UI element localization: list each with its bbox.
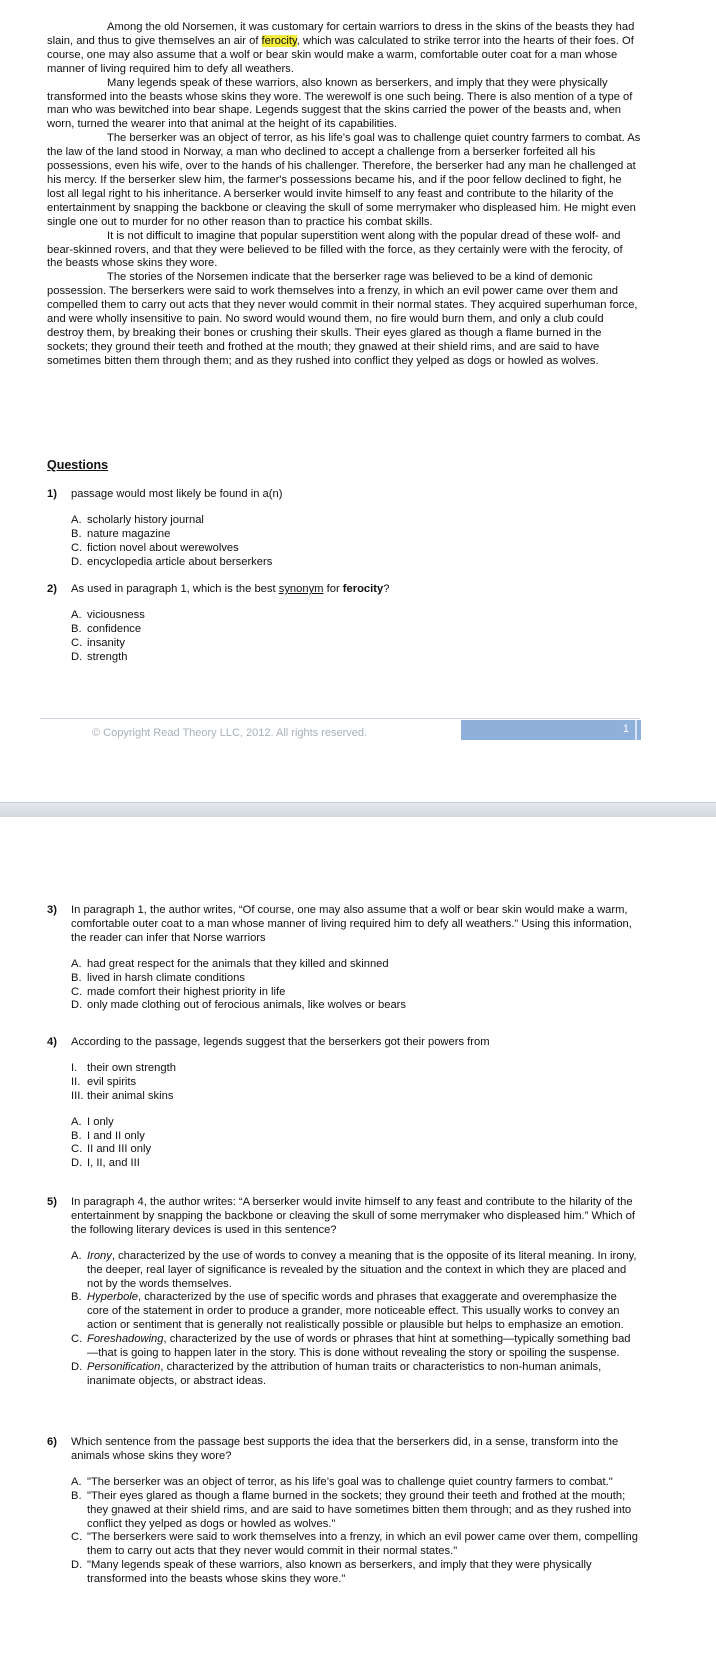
option-letter: C. [71,1531,83,1544]
underlined-term: synonym [278,583,324,595]
option-text [87,1361,641,1389]
option-text: nature magazine [87,527,171,540]
option-text: had great respect for the animals that they killed and skinned [87,957,389,970]
option-letter: C. [71,541,83,554]
footer-divider [40,718,640,719]
answer-options [71,609,641,665]
question-number: 6) [47,1436,57,1448]
answer-option[interactable] [71,1130,641,1144]
paragraph-2-text: Many legends speak of these warriors, also known as berserkers, and imply that they were physically transformed into the beasts whose skins they wore. The werewolf is one such being. There is also mention of a type of man who was bewitched into bear shape. Legends suggest that the skins carried the power of the beasts and, when worn, turned the wearer into that animal at the height of its capabilities. [47,76,633,131]
option-letter: A. [71,608,82,621]
answer-option[interactable] [71,1250,641,1292]
passage-paragraph-2 [47,77,641,133]
answer-option[interactable] [71,1333,641,1361]
option-text: "Their eyes glared as though a flame burned in the sockets; they ground their teeth and frothed at the mouth; they gnawed at their shield rims, and are said to have sometimes bitten them through; and as they rushed into conflict they yelped as dogs or howled as wolves." [87,1489,632,1530]
answer-options [71,1116,641,1172]
copyright-notice: © Copyright Read Theory LLC, 2012. All rights reserved. [92,727,368,739]
option-letter: B. [71,1129,82,1142]
option-letter: B. [71,1489,82,1502]
roman-numeral-list [71,1062,641,1104]
literary-term: Irony [87,1249,112,1262]
passage-paragraph-4 [47,230,641,272]
question-text-part: ? [383,583,390,595]
answer-option[interactable] [71,514,641,528]
answer-option[interactable] [71,651,641,665]
literary-term: Hyperbole [87,1291,138,1304]
question-6 [47,1436,641,1587]
option-text [87,1291,641,1333]
answer-option[interactable] [71,1531,641,1559]
option-text: made comfort their highest priority in life [87,985,286,998]
question-text: Which sentence from the passage best supports the idea that the berserkers did, in a sense, transform into the animals whose skins they wore? [71,1436,619,1462]
option-text: fiction novel about werewolves [87,541,239,554]
option-letter: A. [71,1115,82,1128]
paragraph-4-text: It is not difficult to imagine that popular superstition went along with the popular dread of these wolf- and bear-skinned rovers, and that they were believed to be filled with the force, as they certainly were with the ferocity, of the beasts whose skins they wore. [47,229,623,270]
page-2 [0,816,716,1668]
answer-option[interactable] [71,637,641,651]
question-3 [47,904,641,1013]
answer-options [71,514,641,570]
answer-option[interactable] [71,1490,641,1532]
option-letter: A. [71,957,82,970]
option-text: "Many legends speak of these warriors, also known as berserkers, and imply that they were physically transformed into the beasts whose skins they wore." [87,1559,592,1586]
question-text-part: for [323,583,343,595]
question-number: 5) [47,1196,57,1208]
roman-item-text: their own strength [87,1061,176,1074]
option-letter: B. [71,971,82,984]
questions-heading: Questions [47,458,109,472]
option-text: strength [87,650,128,663]
option-definition: , characterized by the attribution of human traits or characteristics to non-human animals, inanimate objects, or abstract ideas. [87,1360,602,1387]
option-definition: , characterized by the use of words to convey a meaning that is the opposite of its literal meaning. In irony, the deeper, real layer of significance is revealed by the situation and the context in which they are placed and not by the words themselves. [87,1249,637,1290]
paragraph-5-text: The stories of the Norsemen indicate that the berserker rage was believed to be a kind of demonic possession. The berserkers were said to work themselves into a frenzy, in which an evil power came over them and compelled them to carry out acts that they never would commit in their normal states. They acquired superhuman force, and were wholly insensitive to pain. No sword would wound them, no fire would burn them, and only a club could destroy them, by breaking their bones or crushing their skulls. Their eyes glared as though a flame burned in the sockets; they ground their teeth and frothed at the mouth; they gnawed at their shield rims, and are said to have sometimes bitten them through them; and as they rushed into conflict they yelped as dogs or howled as wolves. [47,271,638,367]
highlighted-word: ferocity [261,34,297,47]
passage-paragraph-5 [47,271,641,368]
option-letter: B. [71,622,82,635]
option-text: scholarly history journal [87,513,204,526]
roman-numeral: II. [71,1075,81,1088]
answer-options [71,958,641,1014]
page-1 [0,0,716,802]
bold-term: ferocity [342,583,384,595]
option-text: confidence [87,622,142,635]
question-number: 2) [47,583,57,595]
option-text: I and II only [87,1129,145,1142]
roman-numeral: III. [71,1089,84,1102]
option-letter: A. [71,1475,82,1488]
option-letter: C. [71,1333,83,1346]
option-letter: C. [71,1143,83,1156]
option-letter: D. [71,1559,83,1572]
answer-option[interactable] [71,1143,641,1157]
option-text: viciousness [87,608,145,621]
answer-option[interactable] [71,999,641,1013]
option-text: insanity [87,636,125,649]
answer-option[interactable] [71,542,641,556]
question-text: In paragraph 1, the author writes, “Of course, one may also assume that a wolf or bear skin would make a warm, comfortable outer coat to a man whose manner of living required him to defy all weathers.” Using this information, the reader can infer that Norse warriors [71,904,632,944]
paragraph-1-text-b: , which was calculated to strike terror into the hearts of their foes. Of course, one may also assume that a wolf or bear skin would make a warm, comfortable outer coat for a man whose manner of living required him to defy all weathers. [47,34,634,75]
option-text: I, II, and III [87,1157,140,1170]
literary-term: Foreshadowing [87,1333,164,1346]
answer-option[interactable] [71,1291,641,1333]
question-number: 4) [47,1036,57,1048]
option-letter: C. [71,985,83,998]
question-4 [47,1036,641,1171]
question-2 [47,583,641,665]
page-box-edge [635,720,637,740]
option-text: encyclopedia article about berserkers [87,555,273,568]
roman-item-text: evil spirits [87,1075,137,1088]
option-letter: D. [71,555,83,568]
question-text: passage would most likely be found in a(n) [71,488,283,500]
page-number: 1 [622,723,629,735]
question-text: In paragraph 4, the author writes: “A berserker would invite himself to any feast and contribute to the hilarity of the entertainment by snapping the backbone or cleaving the skull of some merrymaker who displeased him.” Which of the following literary devices is used in this sentence? [71,1196,636,1236]
option-text: II and III only [87,1143,152,1156]
option-text: "The berserkers were said to work themselves into a frenzy, in which an evil power came over them, compelling them to carry out acts that they never would commit in their normal states." [87,1531,638,1558]
answer-option[interactable] [71,1361,641,1389]
answer-option[interactable] [71,1157,641,1171]
roman-item-text: their animal skins [87,1089,174,1102]
roman-item [71,1090,641,1104]
answer-option[interactable] [71,972,641,986]
option-text: only made clothing out of ferocious animals, like wolves or bears [87,999,407,1012]
option-letter: D. [71,650,83,663]
question-number: 3) [47,904,57,916]
reading-passage [47,21,641,369]
answer-options [71,1476,641,1587]
option-letter: A. [71,1249,82,1262]
passage-paragraph-3 [47,132,641,229]
option-text: "The berserker was an object of terror, as his life’s goal was to challenge quiet country farmers to combat." [87,1475,613,1488]
answer-option[interactable] [71,623,641,637]
answer-option[interactable] [71,609,641,623]
question-5 [47,1196,641,1389]
question-number: 1) [47,488,57,500]
question-text: According to the passage, legends suggest that the berserkers got their powers from [71,1036,490,1048]
question-1 [47,488,641,570]
option-letter: D. [71,1360,83,1373]
answer-option[interactable] [71,1476,641,1490]
page-number-box [461,720,641,740]
option-letter: B. [71,1291,82,1304]
question-text [71,583,641,597]
option-letter: A. [71,513,82,526]
answer-option[interactable] [71,958,641,972]
option-text [87,1333,641,1361]
paragraph-3-text: The berserker was an object of terror, as his life’s goal was to challenge quiet country farmers to combat. As the law of the land stood in Norway, a man who declined to accept a challenge from a berserker forfeited all his possessions, even his wife, over to the hands of his challenger. Therefore, the berserker had any man he challenged at his mercy. If the berserker slew him, the farmer's possessions became his, and if the poor fellow declined to fight, he lost all legal right to his inheritance. A berserker would invite himself to any feast and contribute to the hilarity of the entertainment by snapping the backbone or cleaving the skull of some merrymaker who displeased him. He might even single one out to murder for no other reason than to practice his combat skills. [47,132,641,228]
passage-paragraph-1 [47,21,641,77]
option-letter: C. [71,636,83,649]
option-text [87,1250,641,1292]
option-text: I only [87,1115,114,1128]
option-letter: D. [71,1157,83,1170]
option-letter: D. [71,999,83,1012]
option-letter: B. [71,527,82,540]
answer-options [71,1250,641,1389]
answer-option[interactable] [71,1559,641,1587]
answer-option[interactable] [71,528,641,542]
roman-item [71,1062,641,1076]
answer-option[interactable] [71,986,641,1000]
option-text: lived in harsh climate conditions [87,971,245,984]
option-definition: , characterized by the use of words or phrases that hint at something—typically something bad—that is going to happen later in the story. This is done without revealing the story or spoiling the suspense. [87,1333,631,1360]
question-text-part: As used in paragraph 1, which is the best [71,583,279,595]
option-definition: , characterized by the use of specific words and phrases that exaggerate and overemphasize the core of the statement in order to produce a grander, more noticeable effect. This usually works to convey an action or sentiment that is generally not realistically possible or plausible but helps to emphasize an emotion. [87,1291,624,1332]
roman-item [71,1076,641,1090]
page-separator [0,802,716,817]
paragraph-1-text-a: Among the old Norsemen, it was customary for certain warriors to dress in the skins of the beasts they had slain, and thus to give themselves an air of [47,21,635,47]
answer-option[interactable] [71,1116,641,1130]
answer-option[interactable] [71,556,641,570]
roman-numeral: I. [71,1061,78,1074]
literary-term: Personification [87,1360,161,1373]
